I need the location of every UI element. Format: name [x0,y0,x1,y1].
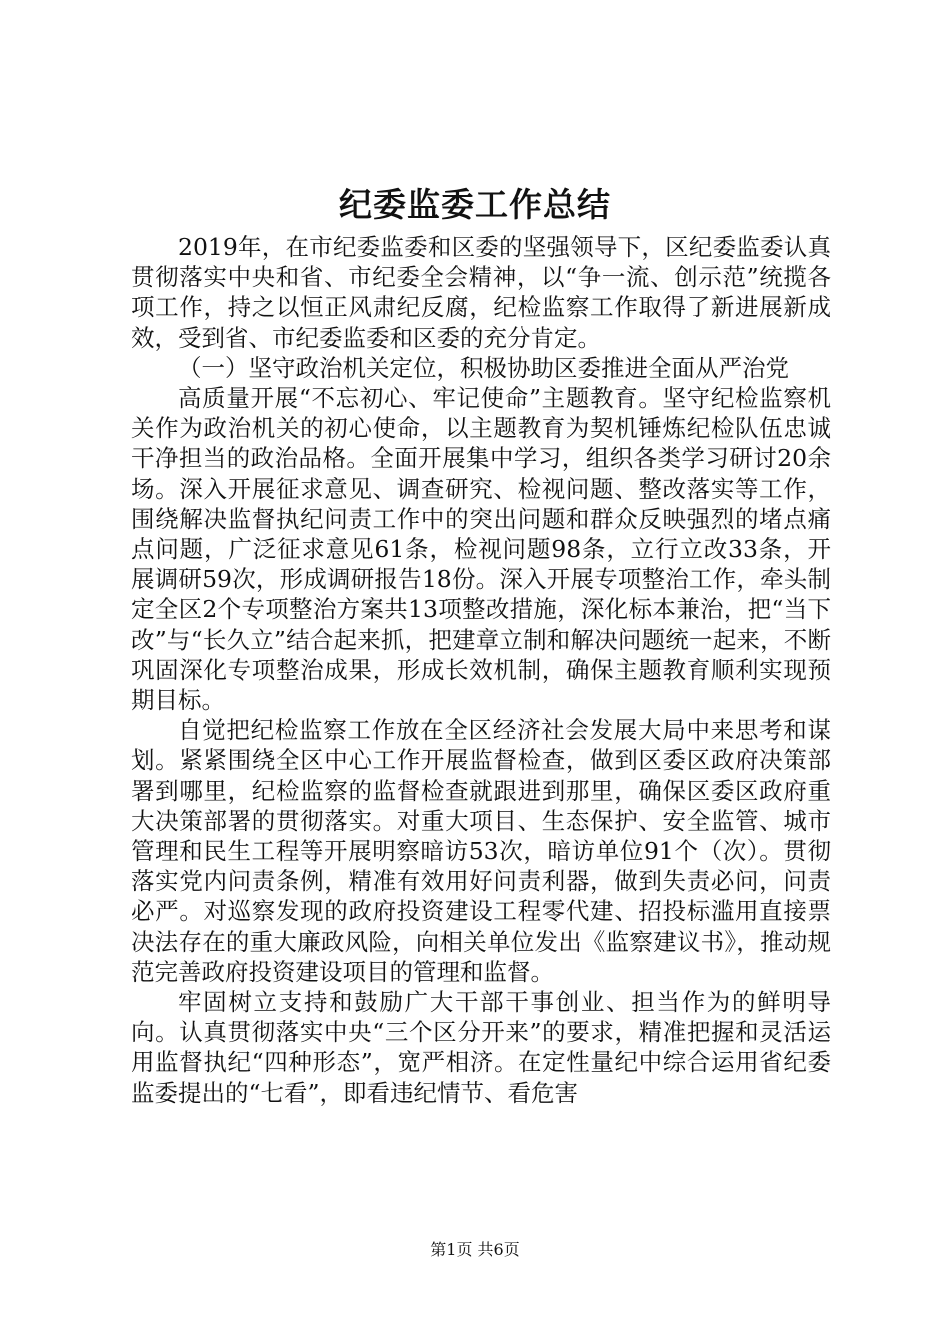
document-title: 纪委监委工作总结 [339,185,611,224]
paragraph-intro: 2019年，在市纪委监委和区委的坚强领导下，区纪委监委认真贯彻落实中央和省、市纪委全会精神，以“争一流、创示范”统揽各项工作，持之以恒正风肃纪反腐，纪检监察工作取得了新进展新成效，受到省、市纪委监委和区委的充分肯定。 [131,233,831,352]
page-number-footer: 第1页 共6页 [430,1240,520,1259]
paragraph-theme-education: 高质量开展“不忘初心、牢记使命”主题教育。坚守纪检监察机关作为政治机关的初心使命，以主题教育为契机锤炼纪检队伍忠诚干净担当的政治品格。全面开展集中学习，组织各类学习研讨20余场。深入开展征求意见、调查研究、检视问题、整改落实等工作，围绕解决监督执纪问责工作中的突出问题和群众反映强烈的堵点痛点问题，广泛征求意见61条，检视问题98条，立行立改33条，开展调研59次，形成调研报告18份。深入开展专项整治工作，牵头制定全区2个专项整治方案共13项整改措施，深化标本兼治，把“当下改”与“长久立”结合起来抓，把建章立制和解决问题统一起来，不断巩固深化专项整治成果，形成长效机制，确保主题教育顺利实现预期目标。 [131,384,831,715]
document-body [131,232,831,1108]
paragraph-overall-situation: 自觉把纪检监察工作放在全区经济社会发展大局中来思考和谋划。紧紧围绕全区中心工作开展监督检查，做到区委区政府决策部署到哪里，纪检监察的监督检查就跟进到那里，确保区委区政府重大决策部署的贯彻落实。对重大项目、生态保护、安全监管、城市管理和民生工程等开展明察暗访53次，暗访单位91个（次）。贯彻落实党内问责条例，精准有效用好问责利器，做到失责必问，问责必严。对巡察发现的政府投资建设工程零代建、招投标滥用直接票决法存在的重大廉政风险，向相关单位发出《监察建议书》，推动规范完善政府投资建设项目的管理和监督。 [131,716,831,986]
paragraph-guidance: 牢固树立支持和鼓励广大干部干事创业、担当作为的鲜明导向。认真贯彻落实中央“三个区分开来”的要求，精准把握和灵活运用监督执纪“四种形态”，宽严相济。在定性量纪中综合运用省纪委监委提出的“七看”，即看违纪情节、看危害 [131,988,831,1107]
section-heading: （一）坚守政治机关定位，积极协助区委推进全面从严治党 [178,353,789,382]
